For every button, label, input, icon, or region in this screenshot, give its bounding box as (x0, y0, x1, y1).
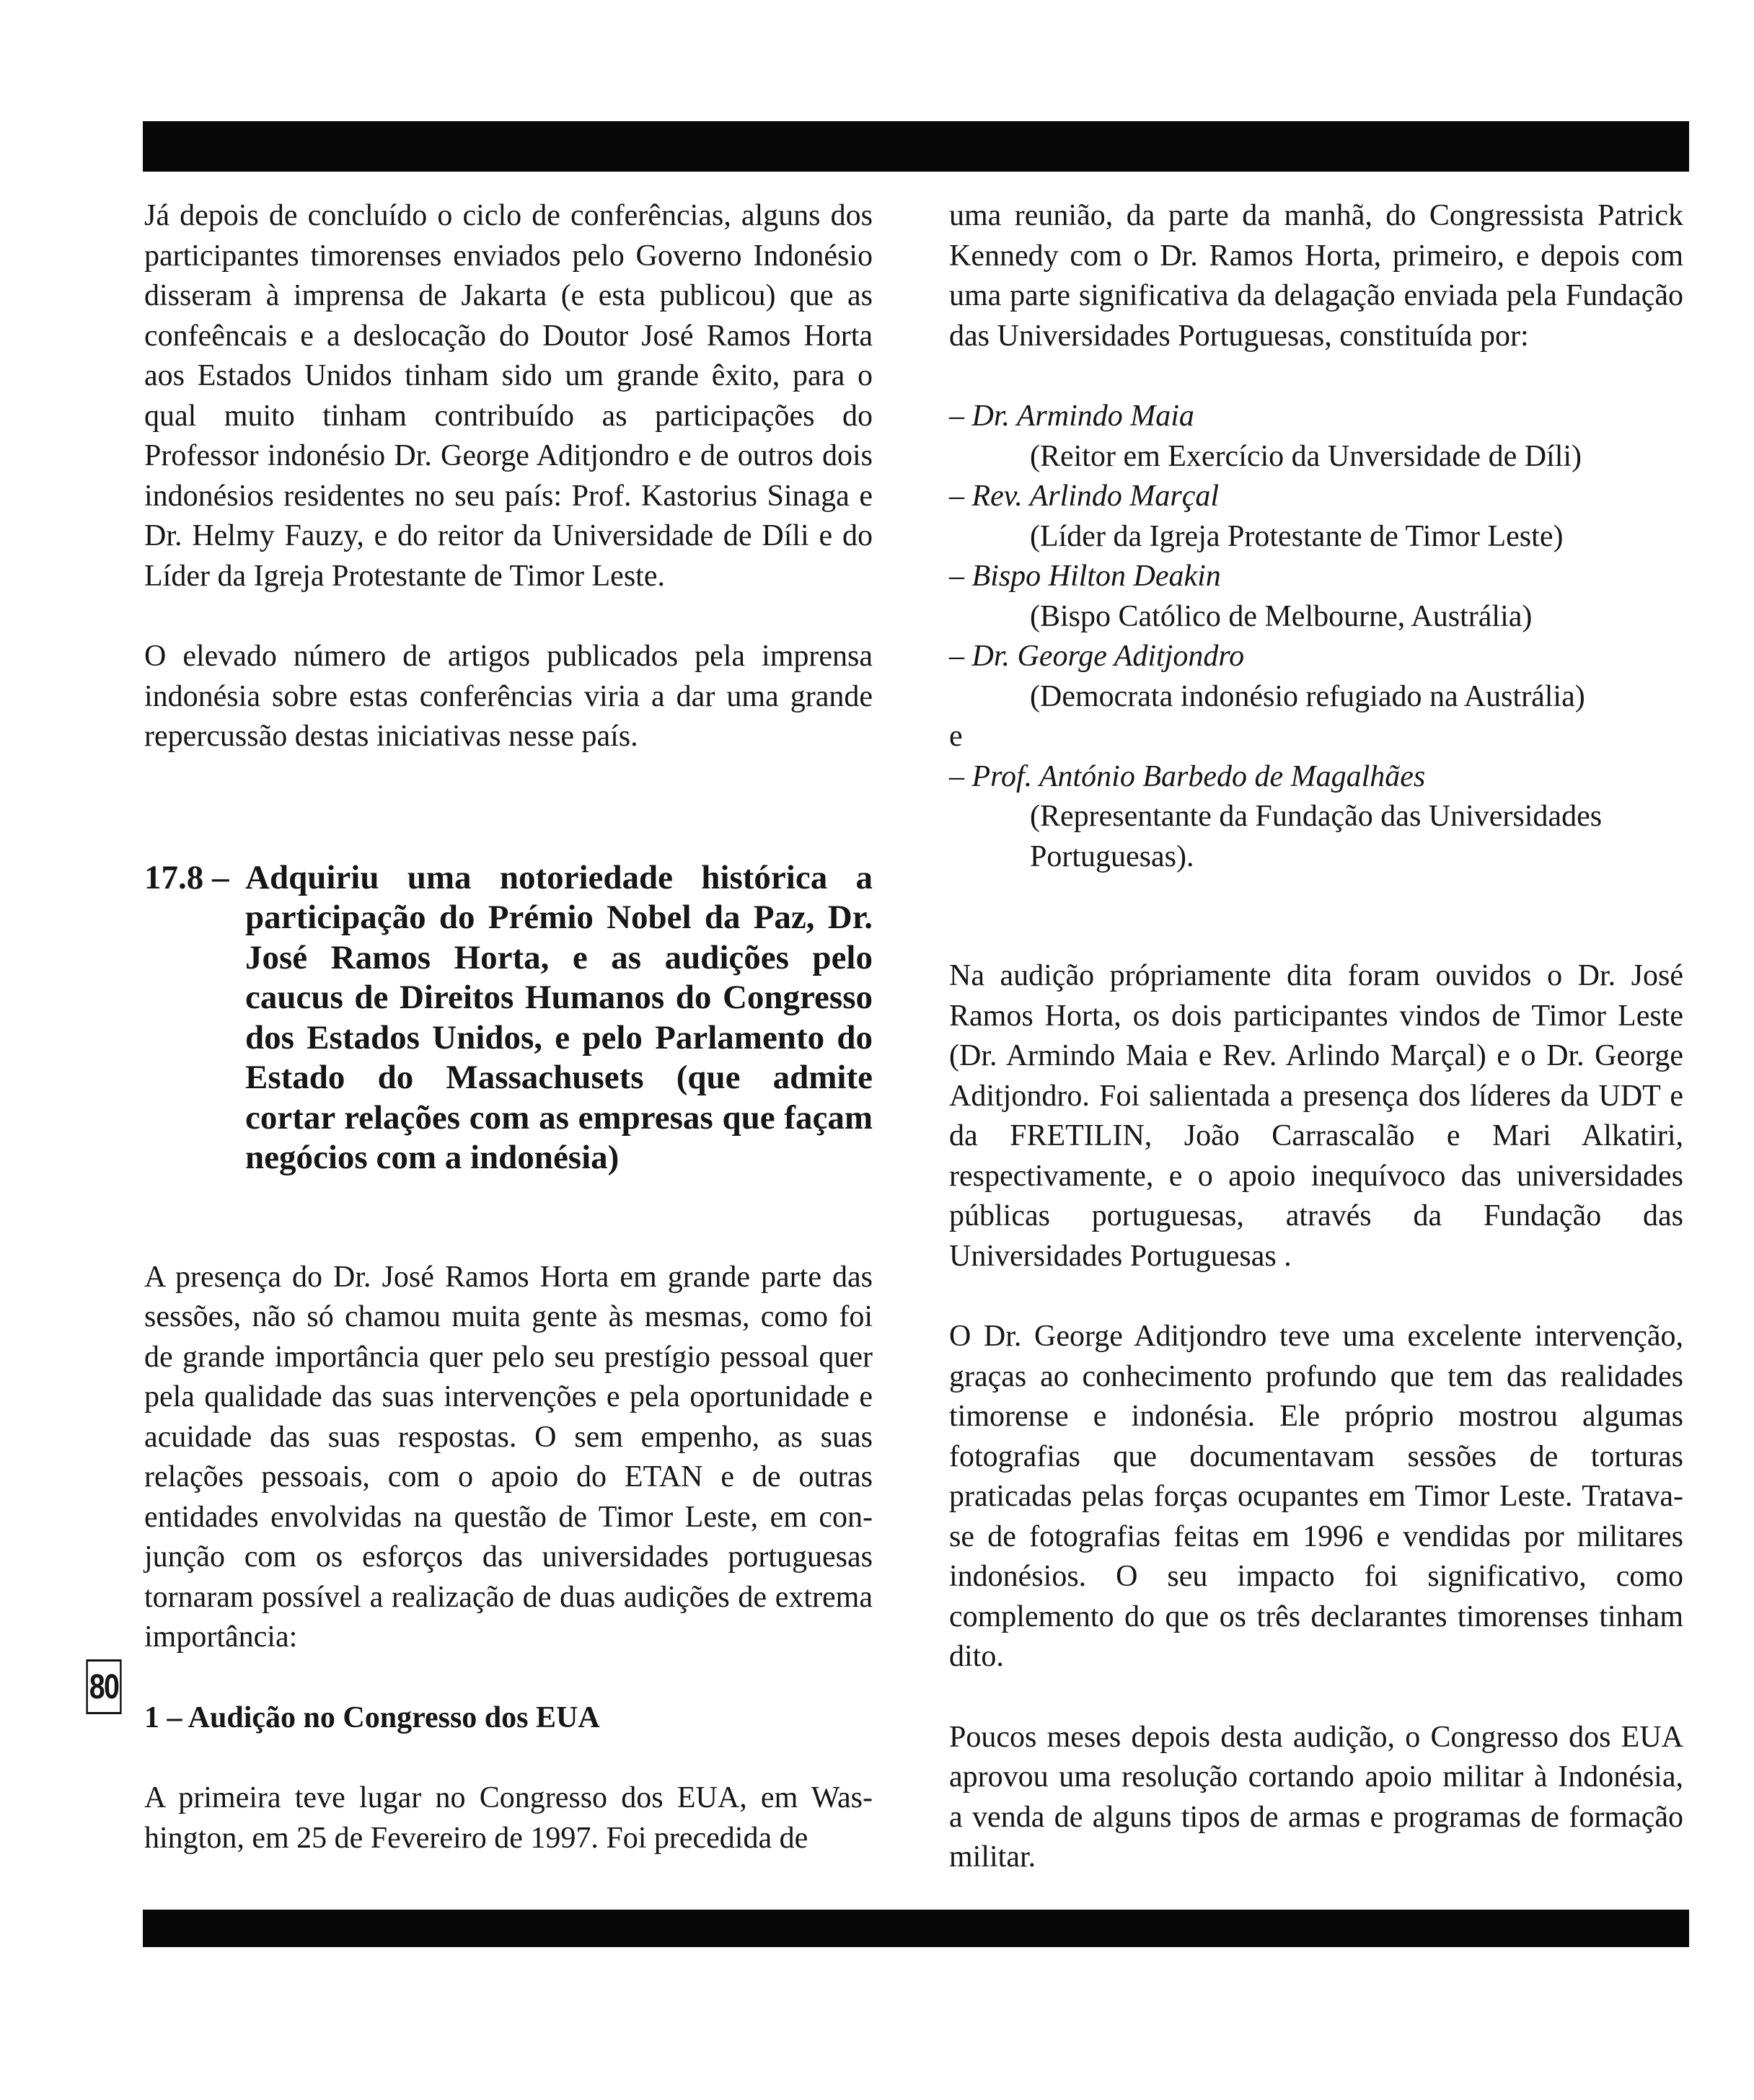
delegate-role: (Bispo Católico de Melbourne, Austrália) (1030, 599, 1533, 633)
delegate-role: (Democrata indonésio refugiado na Austrália) (1030, 679, 1585, 713)
right-column (949, 196, 1683, 1878)
delegate-name: – Prof. António Barbedo de Magalhães (949, 759, 1426, 793)
right-paragraph-4: Poucos meses depois desta audição, o Congresso dos EUA aprovou uma resolução cortando apoio militar à Indonésia, a venda de alguns tipos de armas e programas de formação militar. (949, 1720, 1683, 1874)
list-item (949, 757, 1683, 878)
right-paragraph-2: Na audição própriamente dita foram ouvidos o Dr. José Ramos Horta, os dois participantes vindos de Timor Leste (Dr. Armindo Maia e Rev. Arlindo Marçal) e o Dr. George Aditjondro. Foi salientada a presença dos líderes da UDT e da FRETILIN, João Carrascalão e Mari Alkatiri, respectivamente, e o apoio inequívoco das universidades públicas portuguesas, através da Fundação das Universidades Portuguesas . (949, 959, 1683, 1273)
list-conjunction: e (949, 720, 963, 753)
right-paragraph-1: uma reunião, da parte da manhã, do Congressista Patrick Kennedy com o Dr. Ramos Horta, primeiro, e depois com uma parte significativa da delagação enviada pela Fundação das Universidades Portuguesas, constituída por: (949, 199, 1683, 353)
bottom-footer-bar (143, 1910, 1689, 1947)
delegate-name: – Dr. George Aditjondro (949, 640, 1245, 673)
delegate-role-line-2: Portuguesas). (1030, 839, 1194, 873)
left-paragraph-3: A presença do Dr. José Ramos Horta em grande parte das sessões, não só chamou muita gente às mesmas, como foi de grande importância quer pelo seu prestígio pessoal quer pela qualidade das suas intervenções e pela oportunidade e acuidade das suas respostas. O sem empenho, as suas relações pessoais, com o apoio do ETAN e de outras entidades envolvidas na questão de Timor Leste, em conjunção com os esforços das universidades portuguesas tornaram possível a realização de duas audições de extrema importância: (144, 1260, 873, 1654)
delegation-list (949, 397, 1683, 877)
delegate-name: – Bispo Hilton Deakin (949, 560, 1221, 593)
delegate-name: – Rev. Arlindo Marçal (949, 480, 1220, 513)
list-item (949, 477, 1683, 557)
delegate-name: – Dr. Armindo Maia (949, 400, 1194, 433)
delegate-role: (Líder da Igreja Protestante de Timor Leste) (1030, 519, 1564, 553)
right-paragraph-3: O Dr. George Aditjondro teve uma excelente intervenção, graças ao conhecimento profundo que tem das realidades timorense e indonésia. Ele próprio mostrou algumas fotografias que documentavam sessões de torturas praticadas pelas forças ocupantes em Timor Leste. Tratava-se de fotografias feitas em 1996 e vendidas por militares indonésios. O seu impacto foi significativo, como complemento do que os três declarantes timorenses tinham dito. (949, 1320, 1683, 1673)
delegate-role: (Reitor em Exercício da Unversidade de Díli) (1030, 439, 1582, 473)
left-paragraph-4: A primeira teve lugar no Congresso dos EUA, em Washington, em 25 de Fevereiro de 1997. Foi precedida de (144, 1781, 873, 1855)
list-item (949, 637, 1683, 717)
top-header-bar (143, 121, 1689, 172)
page-number: 80 (86, 1659, 121, 1714)
section-number: 17.8 – (144, 858, 229, 896)
left-paragraph-1: Já depois de concluído o ciclo de conferências, alguns dos participantes timorenses enviados pelo Governo Indonésio disseram à imprensa de Jakarta (e esta publicou) que as confeêncais e a deslocação do Doutor José Ramos Horta aos Estados Unidos tinham sido um grande êxito, para o qual muito tinham contribuído as participações do Professor indonésio Dr. George Aditjondro e de outros dois indonésios residentes no seu país: Prof. Kastorius Sinaga e Dr. Helmy Fauzy, e do reitor da Universidade de Díli e do Líder da Igreja Protestante de Timor Leste. (144, 199, 873, 593)
list-item (949, 557, 1683, 637)
left-paragraph-2: O elevado número de artigos publicados pela imprensa indonésia sobre estas conferências viria a dar uma grande repercussão destas iniciativas nesse país. (144, 640, 873, 753)
section-title: Adquiriu uma notoriedade histórica a participação do Prémio Nobel da Paz, Dr. José Ramos Horta, e as audições pelo caucus de Direitos Humanos do Congresso dos Estados Unidos, e pelo Parlamento do Estado do Massachusets (que admite cortar relações com as empresas que façam negócios com a indonésia) (245, 858, 873, 1176)
subheading-audicao-congresso: 1 – Audição no Congresso dos EUA (144, 1700, 600, 1734)
delegate-role-line-1: (Representante da Fundação das Universidades (1030, 800, 1603, 833)
left-column (144, 196, 873, 1858)
section-heading (144, 858, 873, 1178)
list-item (949, 397, 1683, 477)
